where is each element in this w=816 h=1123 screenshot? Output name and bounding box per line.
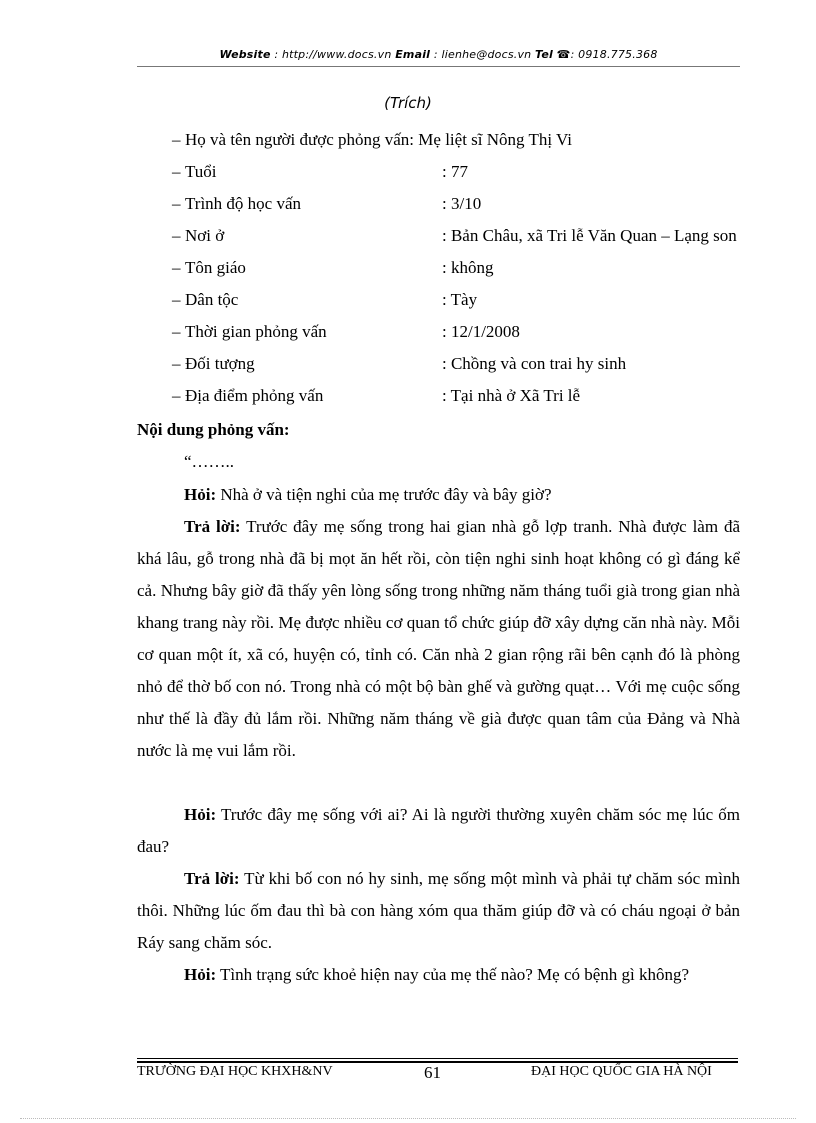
info-row: – Trình độ học vấn : 3/10 [172,194,482,213]
info-label: Họ và tên người được phỏng vấn: Mẹ liệt sĩ Nông Thị Vi [185,130,572,149]
page-header [137,48,740,61]
paragraph-text: Từ khi bố con nó hy sinh, mẹ sống một mình và phải tự chăm sóc mình thôi. Những lúc ốm đau thì bà con hàng xóm qua thăm giúp đỡ và có cháu ngoại ở bản Ráy sang chăm sóc. [137,869,740,952]
tel-label: Tel [535,48,553,61]
info-label: Thời gian phỏng vấn [185,322,327,341]
website-value: : http://www.docs.vn [274,48,392,61]
info-value: : Bản Châu, xã Tri lễ Văn Quan – Lạng son [442,226,737,245]
email-value: : lienhe@docs.vn [433,48,532,61]
footer-school: TRƯỜNG ĐẠI HỌC KHXH&NV [137,1064,333,1077]
paragraph-text: Trước đây mẹ sống trong hai gian nhà gỗ lợp tranh. Nhà được làm đã khá lâu, gỗ trong nhà đã bị mọt ăn hết rồi, còn tiện nghi sinh hoạt không có gì đáng kể cả. Nhưng bây giờ đã thấy yên lòng sống trong những năm tháng tuổi già trong gian nhà khang trang này rồi. Mẹ được nhiều cơ quan tổ chức giúp đỡ xây dựng căn nhà này. Mỗi cơ quan một ít, xã có, huyện có, tỉnh có. Căn nhà 2 gian rộng rãi bên cạnh đó là phòng nhỏ để thờ bố con nó. Trong nhà có một bộ bàn ghế và gường quạt… Với mẹ cuộc sống như thế là đầy đủ lắm rồi. Những năm tháng về già được quan tâm của Đảng và Nhà nước là mẹ vui lắm rồi. [137,517,740,760]
speaker-label: Hỏi: [184,805,217,824]
info-row: – Tuổi : 77 [172,162,468,181]
info-value: : không [442,258,494,277]
question-paragraph [137,799,740,863]
speaker-label: Trả lời: [184,869,240,888]
answer-paragraph [137,511,740,767]
phone-icon: ☎ [556,48,571,61]
info-label: Dân tộc [185,290,239,309]
info-label: Nơi ở [185,226,225,245]
question-paragraph [137,479,740,511]
info-row: – Dân tộc : Tày [172,290,478,309]
answer-paragraph [137,863,740,959]
speaker-label: Trả lời: [184,517,241,536]
info-row: – Thời gian phỏng vấn : 12/1/2008 [172,322,520,341]
info-value: : 77 [442,162,468,181]
info-value: : Tày [442,290,478,309]
excerpt-label: (Trích) [384,94,432,112]
info-value: : 3/10 [442,194,482,213]
info-value: : Chồng và con trai hy sinh [442,354,627,373]
header-rule [137,66,740,67]
website-label: Website [219,48,271,61]
speaker-label: Hỏi: [184,485,217,504]
section-title: Nội dung phỏng vấn: [137,420,290,439]
info-value: : Tại nhà ở Xã Tri lễ [442,386,581,405]
quote-open: “…….. [184,452,235,471]
question-paragraph [137,959,740,991]
info-label: Địa điểm phỏng vấn [185,386,324,405]
info-row: – Địa điểm phỏng vấn : Tại nhà ở Xã Tri lễ [172,386,581,405]
info-row: – Nơi ở : Bản Châu, xã Tri lễ Văn Quan – Lạng son [172,226,737,245]
page-number: 61 [424,1063,441,1079]
paragraph-text: Trước đây mẹ sống với ai? Ai là người thường xuyên chăm sóc mẹ lúc ốm đau? [137,805,740,856]
info-value: : 12/1/2008 [442,322,520,341]
info-row: – Tôn giáo : không [172,258,494,277]
info-label: Tuổi [185,162,217,181]
info-row: – Đối tượng : Chồng và con trai hy sinh [172,354,627,373]
tel-value: : 0918.775.368 [570,48,658,61]
info-row: – Họ và tên người được phỏng vấn: Mẹ liệt sĩ Nông Thị Vi [172,130,572,149]
info-label: Trình độ học vấn [185,194,302,213]
speaker-label: Hỏi: [184,965,217,984]
info-label: Đối tượng [185,354,255,373]
paragraph-text: Nhà ở và tiện nghi của mẹ trước đây và bây giờ? [216,485,552,504]
info-label: Tôn giáo [185,258,246,277]
footer-rule [137,1058,738,1059]
email-label: Email [395,48,431,61]
footer-university: ĐẠI HỌC QUỐC GIA HÀ NỘI [531,1064,712,1077]
paragraph-text: Tình trạng sức khoẻ hiện nay của mẹ thế nào? Mẹ có bệnh gì không? [216,965,690,984]
page-edge-dots [20,1118,796,1119]
